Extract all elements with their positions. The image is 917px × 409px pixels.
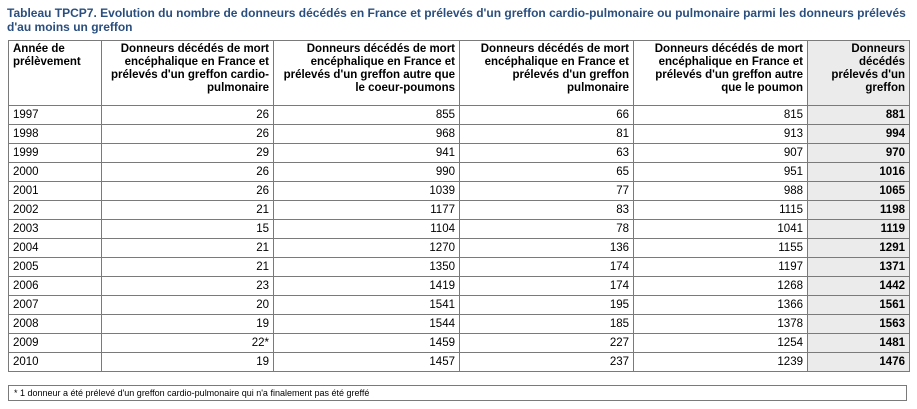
cell-autre-coeur-poumons: 1039: [274, 182, 460, 201]
cell-total: 1065: [808, 182, 910, 201]
cell-pulmonaire: 174: [460, 277, 634, 296]
cell-year: 2001: [9, 182, 102, 201]
cell-autre-coeur-poumons: 1104: [274, 220, 460, 239]
table-body: [9, 106, 910, 372]
footnote: * 1 donneur a été prélevé d'un greffon cardio-pulmonaire qui n'a finalement pas été greffé: [8, 385, 907, 401]
data-table: [8, 40, 910, 372]
cell-autre-poumon: 1268: [634, 277, 808, 296]
cell-autre-coeur-poumons: 1459: [274, 334, 460, 353]
cell-pulmonaire: 81: [460, 125, 634, 144]
cell-autre-coeur-poumons: 855: [274, 106, 460, 125]
cell-autre-poumon: 1041: [634, 220, 808, 239]
cell-autre-poumon: 1366: [634, 296, 808, 315]
cell-cardio-pulmonaire: 21: [102, 258, 274, 277]
table-row: [9, 220, 910, 239]
cell-cardio-pulmonaire: 15: [102, 220, 274, 239]
cell-pulmonaire: 83: [460, 201, 634, 220]
cell-cardio-pulmonaire: 21: [102, 201, 274, 220]
cell-year: 2000: [9, 163, 102, 182]
table-caption: Tableau TPCP7. Evolution du nombre de donneurs décédés en France et prélevés d'un greffon cardio-pulmonaire ou pulmonaire parmi les donneurs prélevés d'au moins un greffon: [7, 6, 906, 34]
cell-autre-poumon: 1155: [634, 239, 808, 258]
cell-total: 1119: [808, 220, 910, 239]
cell-cardio-pulmonaire: 19: [102, 315, 274, 334]
cell-autre-poumon: 1197: [634, 258, 808, 277]
table-row: [9, 353, 910, 372]
cell-pulmonaire: 77: [460, 182, 634, 201]
cell-autre-poumon: 1115: [634, 201, 808, 220]
table-row: [9, 182, 910, 201]
cell-cardio-pulmonaire: 26: [102, 163, 274, 182]
cell-cardio-pulmonaire: 26: [102, 182, 274, 201]
cell-cardio-pulmonaire: 26: [102, 106, 274, 125]
cell-pulmonaire: 78: [460, 220, 634, 239]
table-row: [9, 106, 910, 125]
header-autre-poumon: Donneurs décédés de mort encéphalique en France et prélevés d'un greffon autre que le poumon: [634, 41, 808, 106]
cell-pulmonaire: 136: [460, 239, 634, 258]
cell-year: 2007: [9, 296, 102, 315]
cell-total: 1442: [808, 277, 910, 296]
table-row: [9, 144, 910, 163]
cell-year: 2006: [9, 277, 102, 296]
cell-total: 881: [808, 106, 910, 125]
cell-pulmonaire: 63: [460, 144, 634, 163]
cell-autre-poumon: 1254: [634, 334, 808, 353]
cell-year: 2010: [9, 353, 102, 372]
cell-total: 994: [808, 125, 910, 144]
cell-pulmonaire: 227: [460, 334, 634, 353]
cell-cardio-pulmonaire: 21: [102, 239, 274, 258]
header-pulmonaire: Donneurs décédés de mort encéphalique en France et prélevés d'un greffon pulmonaire: [460, 41, 634, 106]
cell-total: 1481: [808, 334, 910, 353]
cell-autre-coeur-poumons: 1270: [274, 239, 460, 258]
table-row: [9, 277, 910, 296]
cell-autre-coeur-poumons: 990: [274, 163, 460, 182]
cell-autre-poumon: 1239: [634, 353, 808, 372]
table-row: [9, 239, 910, 258]
cell-cardio-pulmonaire: 29: [102, 144, 274, 163]
table-row: [9, 315, 910, 334]
header-annee: Année de prélèvement: [9, 41, 102, 106]
table-row: [9, 163, 910, 182]
table-row: [9, 296, 910, 315]
header-total: Donneurs décédés prélevés d'un greffon: [808, 41, 910, 106]
cell-year: 2005: [9, 258, 102, 277]
cell-cardio-pulmonaire: 19: [102, 353, 274, 372]
cell-autre-poumon: 988: [634, 182, 808, 201]
cell-year: 2003: [9, 220, 102, 239]
table-row: [9, 201, 910, 220]
cell-autre-poumon: 913: [634, 125, 808, 144]
cell-cardio-pulmonaire: 20: [102, 296, 274, 315]
cell-autre-poumon: 1378: [634, 315, 808, 334]
cell-pulmonaire: 174: [460, 258, 634, 277]
cell-autre-coeur-poumons: 1419: [274, 277, 460, 296]
table-row: [9, 125, 910, 144]
cell-autre-poumon: 951: [634, 163, 808, 182]
cell-pulmonaire: 65: [460, 163, 634, 182]
cell-autre-coeur-poumons: 968: [274, 125, 460, 144]
cell-total: 1371: [808, 258, 910, 277]
cell-autre-coeur-poumons: 1350: [274, 258, 460, 277]
cell-year: 2008: [9, 315, 102, 334]
cell-total: 1561: [808, 296, 910, 315]
cell-year: 1999: [9, 144, 102, 163]
cell-autre-coeur-poumons: 1541: [274, 296, 460, 315]
cell-year: 1997: [9, 106, 102, 125]
header-cardio-pulmonaire: Donneurs décédés de mort encéphalique en France et prélevés d'un greffon cardio-pulmonaire: [102, 41, 274, 106]
header-autre-coeur-poumons: Donneurs décédés de mort encéphalique en France et prélevés d'un greffon autre que le coeur-poumons: [274, 41, 460, 106]
cell-autre-coeur-poumons: 941: [274, 144, 460, 163]
cell-year: 2009: [9, 334, 102, 353]
cell-cardio-pulmonaire: 23: [102, 277, 274, 296]
cell-cardio-pulmonaire: 26: [102, 125, 274, 144]
cell-year: 2002: [9, 201, 102, 220]
cell-pulmonaire: 237: [460, 353, 634, 372]
cell-autre-poumon: 815: [634, 106, 808, 125]
cell-total: 1198: [808, 201, 910, 220]
cell-total: 1016: [808, 163, 910, 182]
cell-pulmonaire: 195: [460, 296, 634, 315]
cell-pulmonaire: 66: [460, 106, 634, 125]
cell-year: 2004: [9, 239, 102, 258]
cell-pulmonaire: 185: [460, 315, 634, 334]
cell-autre-coeur-poumons: 1457: [274, 353, 460, 372]
table-row: [9, 334, 910, 353]
cell-total: 1291: [808, 239, 910, 258]
cell-total: 1563: [808, 315, 910, 334]
cell-total: 1476: [808, 353, 910, 372]
table-row: [9, 258, 910, 277]
cell-autre-poumon: 907: [634, 144, 808, 163]
header-row: [9, 41, 910, 106]
cell-total: 970: [808, 144, 910, 163]
cell-year: 1998: [9, 125, 102, 144]
cell-autre-coeur-poumons: 1177: [274, 201, 460, 220]
cell-cardio-pulmonaire: 22*: [102, 334, 274, 353]
cell-autre-coeur-poumons: 1544: [274, 315, 460, 334]
